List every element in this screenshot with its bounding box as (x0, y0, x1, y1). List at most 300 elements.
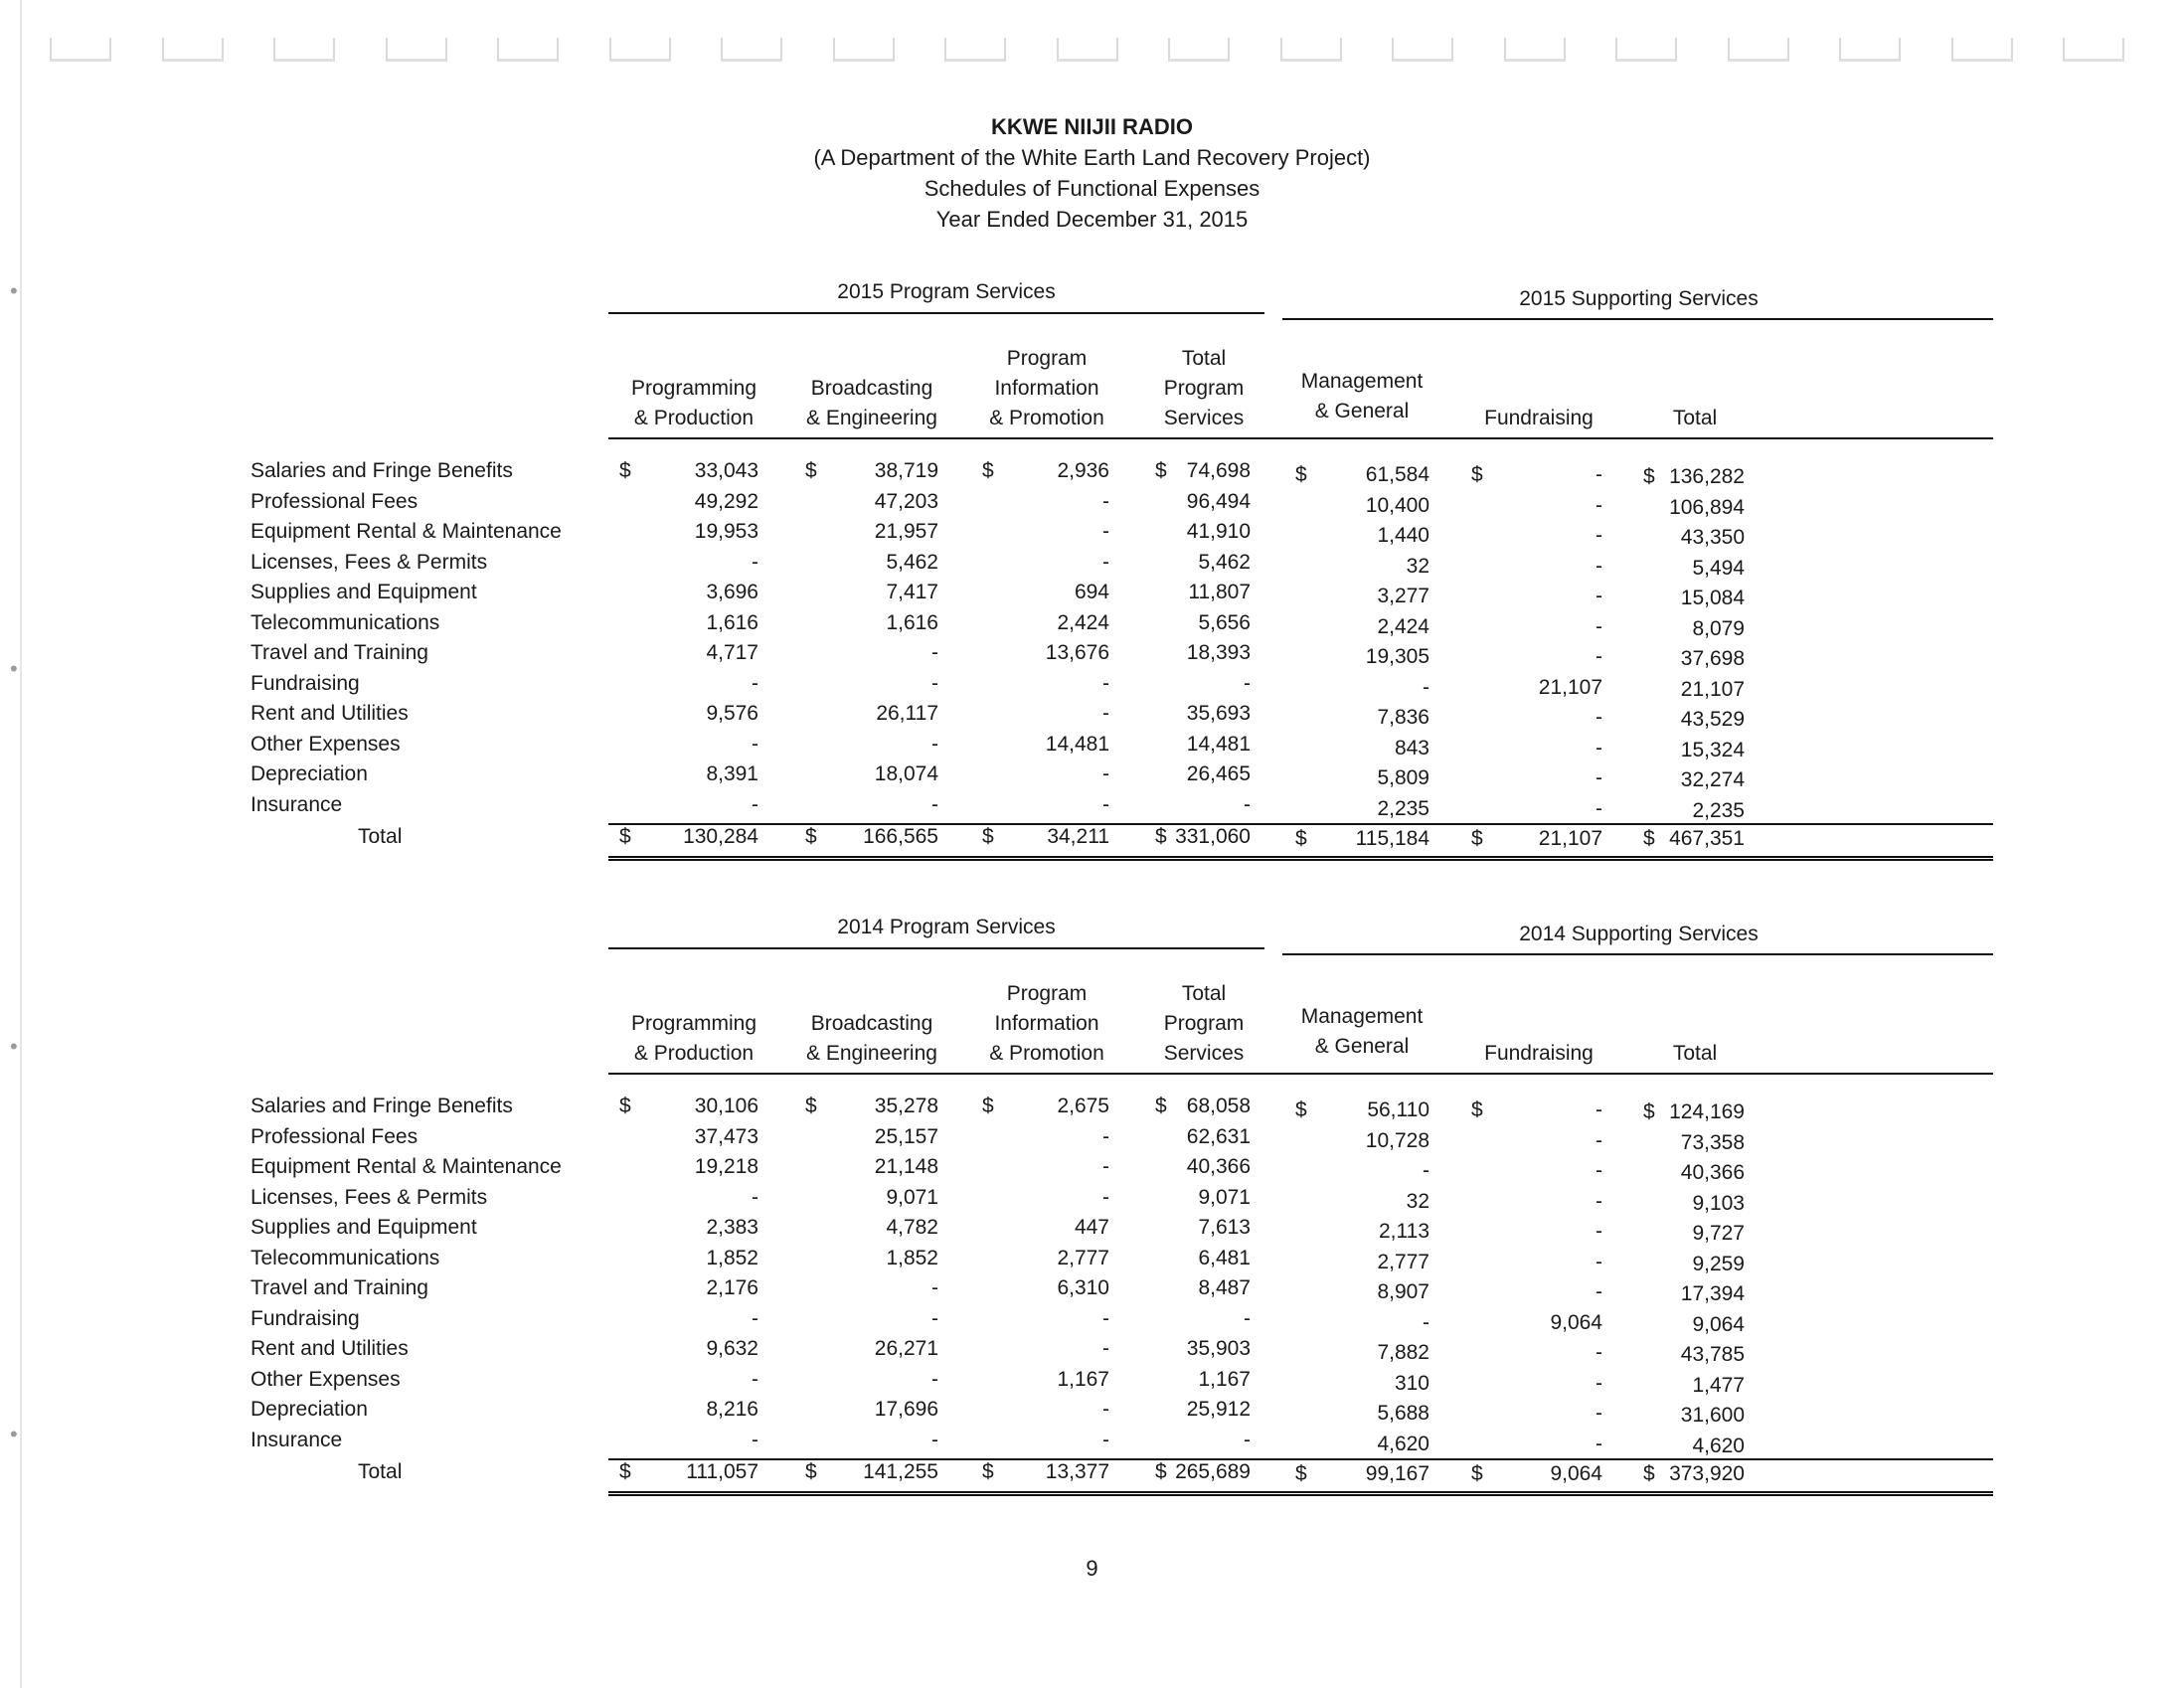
row-label: Equipment Rental & Maintenance (251, 520, 562, 543)
row-value: 11,807 (1188, 581, 1251, 603)
column-header-line: Services (1163, 407, 1245, 429)
column-header-line: Programming (630, 1012, 757, 1035)
currency-symbol: $ (805, 1095, 817, 1117)
column-header-line: & Engineering (806, 1042, 937, 1065)
currency-symbol: $ (1471, 1098, 1483, 1121)
table-row (239, 1155, 1769, 1185)
row-value: 49,292 (694, 489, 758, 513)
binder-mark (1504, 38, 1566, 62)
row-value: 9,071 (886, 1185, 938, 1209)
row-label: Other Expenses (251, 1367, 401, 1391)
row-value: - (1596, 1341, 1602, 1364)
total-value: 265,689 (1175, 1460, 1251, 1483)
column-header-rule (608, 437, 1993, 439)
column-header-line (599, 979, 788, 1009)
row-value: - (1596, 463, 1602, 486)
column-header-line (1600, 1009, 1789, 1039)
row-value: - (1596, 614, 1602, 638)
row-value: - (1596, 1371, 1602, 1395)
total-value: 373,920 (1669, 1462, 1745, 1485)
row-value: 26,465 (1186, 762, 1251, 785)
column-header-line: Management (1300, 1005, 1424, 1028)
column-header-line (1267, 337, 1456, 367)
column-header-line: Information (994, 1012, 1099, 1035)
page-number: 9 (1086, 1556, 1098, 1581)
binder-mark (386, 38, 447, 62)
row-value: - (1102, 1124, 1109, 1148)
row-value: 8,216 (706, 1398, 758, 1421)
punch-hole-mark: • (10, 1034, 18, 1059)
row-value: 3,696 (706, 581, 758, 603)
row-value: 9,576 (706, 702, 758, 725)
row-value: - (752, 1306, 758, 1330)
column-header-line (599, 344, 788, 374)
row-value: 124,169 (1669, 1100, 1745, 1123)
row-value: - (931, 732, 938, 756)
row-value: - (1102, 762, 1109, 785)
table-row (239, 1337, 1769, 1367)
currency-symbol: $ (1155, 1460, 1167, 1483)
currency-symbol: $ (1643, 827, 1655, 850)
row-value: 19,218 (694, 1155, 758, 1178)
row-value: 7,613 (1198, 1216, 1251, 1239)
row-value: 10,400 (1365, 493, 1429, 517)
column-header-line: & General (1314, 1035, 1410, 1058)
row-value: 7,882 (1377, 1341, 1429, 1364)
column-header-line (1600, 374, 1789, 404)
row-value: 6,310 (1057, 1276, 1109, 1299)
binder-mark (1392, 38, 1453, 62)
row-value: - (1102, 1155, 1109, 1178)
total-label: Total (358, 825, 403, 848)
row-value: 1,616 (706, 610, 758, 634)
row-value: - (1596, 493, 1602, 517)
row-value: 35,693 (1186, 702, 1251, 725)
column-header-line: Fundraising (1484, 1042, 1594, 1065)
row-value: 37,698 (1680, 647, 1745, 670)
column-header (1267, 972, 1456, 1062)
column-header-line: Total (1181, 982, 1227, 1005)
row-value: 32 (1406, 554, 1429, 578)
currency-symbol: $ (1471, 1462, 1483, 1485)
row-value: - (1244, 1428, 1251, 1451)
row-value: - (752, 1185, 758, 1209)
row-value: 21,107 (1538, 675, 1602, 699)
table-row (239, 1429, 1769, 1458)
row-value: 19,305 (1365, 645, 1429, 668)
total-value: 331,060 (1175, 825, 1251, 848)
row-value: 5,688 (1377, 1402, 1429, 1425)
row-value: 74,698 (1186, 459, 1251, 482)
row-label: Other Expenses (251, 732, 401, 756)
row-value: 2,424 (1057, 610, 1109, 634)
currency-symbol: $ (1643, 1462, 1655, 1485)
column-header-line: & Promotion (989, 407, 1104, 429)
column-header-line: Program (1163, 1012, 1245, 1035)
table-row (239, 1125, 1769, 1155)
row-value: 35,278 (874, 1095, 938, 1117)
row-value: 21,148 (874, 1155, 938, 1178)
row-value: 40,366 (1680, 1161, 1745, 1184)
currency-symbol: $ (982, 1095, 994, 1117)
binder-mark (1057, 38, 1118, 62)
row-label: Professional Fees (251, 1124, 419, 1148)
total-double-rule (608, 1491, 1993, 1496)
currency-symbol: $ (1295, 827, 1307, 850)
row-value: - (1596, 706, 1602, 729)
binder-mark (1951, 38, 2013, 62)
row-value: 447 (1074, 1216, 1109, 1239)
total-value: 467,351 (1669, 827, 1745, 850)
row-label: Supplies and Equipment (251, 581, 477, 603)
program-services-group-label: 2015 Program Services (837, 280, 1056, 303)
row-value: 9,259 (1692, 1252, 1745, 1275)
binder-mark (2063, 38, 2124, 62)
row-value: 106,894 (1669, 495, 1745, 519)
row-value: - (1596, 766, 1602, 789)
column-header-rule (608, 1073, 1993, 1075)
row-value: 6,481 (1198, 1246, 1251, 1269)
program-services-group-rule (608, 312, 1264, 314)
row-value: 310 (1394, 1371, 1429, 1395)
currency-symbol: $ (1155, 459, 1167, 482)
row-value: - (1596, 1402, 1602, 1425)
total-row (239, 825, 1769, 855)
currency-symbol: $ (1471, 827, 1483, 850)
currency-symbol: $ (982, 825, 994, 848)
row-value: 1,167 (1198, 1367, 1251, 1391)
column-header-line: Information (994, 377, 1099, 400)
currency-symbol: $ (1295, 1462, 1307, 1485)
row-label: Rent and Utilities (251, 702, 409, 725)
row-label: Travel and Training (251, 1276, 428, 1299)
row-value: 9,071 (1198, 1185, 1251, 1209)
document-header (0, 111, 2184, 235)
org-name: KKWE NIIJII RADIO (991, 114, 1193, 139)
column-header (599, 979, 788, 1069)
column-header-line: & Engineering (806, 407, 937, 429)
program-services-group-rule (608, 947, 1264, 949)
table-row (239, 611, 1769, 641)
currency-symbol: $ (619, 825, 631, 848)
row-value: - (1423, 1159, 1429, 1182)
punch-hole-mark: • (10, 1422, 18, 1446)
column-header-line (777, 344, 966, 374)
currency-symbol: $ (619, 459, 631, 482)
supporting-services-group-rule (1282, 318, 1993, 320)
binder-mark (162, 38, 224, 62)
table-row (239, 581, 1769, 610)
row-label: Telecommunications (251, 1246, 440, 1269)
total-label: Total (358, 1460, 403, 1483)
row-value: 25,157 (874, 1124, 938, 1148)
binder-mark (50, 38, 111, 62)
currency-symbol: $ (1643, 1100, 1655, 1123)
row-value: - (1102, 550, 1109, 574)
row-value: 43,785 (1680, 1343, 1745, 1366)
row-value: - (1102, 1428, 1109, 1451)
column-header-line: & Production (633, 1042, 755, 1065)
column-header-line: Program (1006, 982, 1088, 1005)
column-header (1267, 337, 1456, 426)
row-value: 7,836 (1377, 706, 1429, 729)
table-row (239, 1307, 1769, 1337)
table-row (239, 459, 1769, 489)
row-value: 13,676 (1045, 641, 1109, 664)
row-value: - (1102, 1398, 1109, 1421)
row-value: 2,777 (1057, 1246, 1109, 1269)
column-header-line: Program (1163, 377, 1245, 400)
total-value: 115,184 (1355, 827, 1429, 850)
row-value: 1,477 (1692, 1373, 1745, 1397)
row-value: 1,167 (1057, 1367, 1109, 1391)
column-header-line: Fundraising (1484, 407, 1594, 429)
column-header (1600, 979, 1789, 1069)
row-value: - (1596, 736, 1602, 760)
total-value: 141,255 (863, 1460, 938, 1483)
row-value: - (1596, 1159, 1602, 1182)
binder-mark (833, 38, 895, 62)
row-value: 8,391 (706, 762, 758, 785)
column-header-line: Total (1672, 1042, 1718, 1065)
row-value: 3,277 (1377, 585, 1429, 607)
currency-symbol: $ (619, 1095, 631, 1117)
row-value: - (931, 1428, 938, 1451)
row-label: Travel and Training (251, 641, 428, 664)
column-header-line: & Promotion (989, 1042, 1104, 1065)
table-row (239, 762, 1769, 792)
row-label: Fundraising (251, 671, 360, 695)
row-value: - (1596, 524, 1602, 547)
row-value: 40,366 (1186, 1155, 1251, 1178)
row-value: 18,393 (1186, 641, 1251, 664)
table-row (239, 490, 1769, 520)
row-value: 136,282 (1669, 465, 1745, 488)
row-value: 30,106 (694, 1095, 758, 1117)
row-value: - (752, 550, 758, 574)
row-value: 21,957 (874, 520, 938, 543)
supporting-services-group-label: 2014 Supporting Services (1519, 923, 1759, 945)
row-value: - (1596, 1280, 1602, 1303)
currency-symbol: $ (1155, 1095, 1167, 1117)
column-header-line: Services (1163, 1042, 1245, 1065)
row-value: - (1102, 702, 1109, 725)
row-value: - (1102, 1337, 1109, 1360)
binder-mark (273, 38, 335, 62)
row-value: 9,632 (706, 1337, 758, 1360)
row-value: 5,656 (1198, 610, 1251, 634)
total-value: 166,565 (863, 825, 938, 848)
period-line: Year Ended December 31, 2015 (935, 207, 1249, 232)
currency-symbol: $ (805, 1460, 817, 1483)
column-header-line (1267, 972, 1456, 1002)
row-value: 5,462 (1198, 550, 1251, 574)
total-value: 21,107 (1538, 827, 1602, 850)
column-header-line: Management (1300, 370, 1424, 393)
row-value: 26,117 (876, 702, 938, 725)
supporting-services-group-label: 2015 Supporting Services (1519, 287, 1759, 310)
row-value: 5,462 (886, 550, 938, 574)
row-value: 9,103 (1692, 1191, 1745, 1215)
row-label: Telecommunications (251, 610, 440, 634)
row-value: 15,084 (1680, 587, 1745, 609)
table-row (239, 641, 1769, 671)
binder-mark (1168, 38, 1230, 62)
row-value: 96,494 (1186, 489, 1251, 513)
row-value: 68,058 (1186, 1095, 1251, 1117)
row-value: 41,910 (1186, 520, 1251, 543)
row-value: 8,487 (1198, 1276, 1251, 1299)
total-row (239, 1460, 1769, 1490)
row-label: Insurance (251, 792, 343, 816)
punch-hole-mark: • (10, 656, 18, 681)
row-value: - (931, 1367, 938, 1391)
total-double-rule (608, 856, 1993, 861)
currency-symbol: $ (1155, 825, 1167, 848)
table-row (239, 520, 1769, 550)
row-value: 7,417 (886, 581, 938, 603)
column-header (1600, 344, 1789, 433)
row-value: 25,912 (1186, 1398, 1251, 1421)
row-value: 5,494 (1692, 556, 1745, 580)
row-value: 2,424 (1377, 614, 1429, 638)
row-value: 2,113 (1379, 1220, 1429, 1243)
column-header-line: Programming (630, 377, 757, 400)
currency-symbol: $ (1643, 465, 1655, 488)
row-value: - (1102, 520, 1109, 543)
row-value: 26,271 (874, 1337, 938, 1360)
row-value: 9,064 (1550, 1310, 1602, 1334)
department-line: (A Department of the White Earth Land Recovery Project) (813, 145, 1371, 170)
currency-symbol: $ (1295, 463, 1307, 486)
currency-symbol: $ (619, 1460, 631, 1483)
column-header-line: Program (1006, 347, 1088, 370)
row-value: 43,529 (1680, 708, 1745, 731)
table-row (239, 1398, 1769, 1428)
program-services-group-label: 2014 Program Services (837, 916, 1056, 938)
row-value: - (1596, 585, 1602, 607)
column-header (777, 344, 966, 433)
row-value: - (1102, 792, 1109, 816)
row-value: 1,440 (1377, 524, 1429, 547)
table-row (239, 733, 1769, 762)
total-value: 130,284 (683, 825, 758, 848)
row-value: 10,728 (1365, 1128, 1429, 1152)
column-header-line: Broadcasting (810, 377, 933, 400)
row-value: 56,110 (1367, 1098, 1429, 1121)
column-header-line (1600, 979, 1789, 1009)
row-value: 18,074 (874, 762, 938, 785)
binder-mark (1839, 38, 1901, 62)
row-label: Salaries and Fringe Benefits (251, 1095, 513, 1117)
row-value: - (1596, 1220, 1602, 1243)
row-value: 62,631 (1186, 1124, 1251, 1148)
binder-mark (1615, 38, 1677, 62)
row-value: - (1423, 675, 1429, 699)
row-value: 5,809 (1377, 766, 1429, 789)
row-value: 14,481 (1186, 732, 1251, 756)
row-value: 2,777 (1377, 1250, 1429, 1273)
row-value: 9,727 (1692, 1222, 1745, 1245)
currency-symbol: $ (1471, 463, 1483, 486)
row-value: - (1423, 1310, 1429, 1334)
table-row (239, 1368, 1769, 1398)
row-value: 2,936 (1057, 459, 1109, 482)
row-value: - (1596, 645, 1602, 668)
row-value: - (1102, 1306, 1109, 1330)
column-header-line (1600, 344, 1789, 374)
row-value: - (931, 671, 938, 695)
row-value: 32,274 (1680, 768, 1745, 791)
row-label: Supplies and Equipment (251, 1216, 477, 1239)
table-row (239, 551, 1769, 581)
row-value: - (752, 732, 758, 756)
row-value: - (1596, 1250, 1602, 1273)
binder-mark (1280, 38, 1342, 62)
row-value: - (752, 1428, 758, 1451)
table-row (239, 1216, 1769, 1246)
row-value: 4,620 (1692, 1434, 1745, 1457)
row-value: 4,620 (1377, 1432, 1429, 1455)
row-label: Insurance (251, 1428, 343, 1451)
row-label: Licenses, Fees & Permits (251, 1185, 488, 1209)
row-value: - (931, 1306, 938, 1330)
table-row (239, 1276, 1769, 1306)
row-value: - (752, 792, 758, 816)
table-row (239, 1247, 1769, 1276)
row-value: 15,324 (1680, 738, 1745, 761)
row-value: - (1596, 1432, 1602, 1455)
binder-mark (721, 38, 782, 62)
table-row (239, 1095, 1769, 1124)
binder-marks (50, 30, 2127, 70)
row-value: - (931, 792, 938, 816)
row-value: 843 (1394, 736, 1429, 760)
binder-mark (497, 38, 559, 62)
row-value: 61,584 (1365, 463, 1429, 486)
row-value: 73,358 (1680, 1130, 1745, 1154)
currency-symbol: $ (805, 825, 817, 848)
row-value: - (752, 671, 758, 695)
row-label: Rent and Utilities (251, 1337, 409, 1360)
row-value: 9,064 (1692, 1312, 1745, 1336)
row-value: 35,903 (1186, 1337, 1251, 1360)
row-value: - (1102, 489, 1109, 513)
row-value: 694 (1074, 581, 1109, 603)
row-value: - (1596, 796, 1602, 820)
row-value: 1,616 (886, 610, 938, 634)
row-value: - (931, 1276, 938, 1299)
currency-symbol: $ (805, 459, 817, 482)
row-value: 37,473 (694, 1124, 758, 1148)
currency-symbol: $ (982, 1460, 994, 1483)
row-value: - (1596, 1189, 1602, 1213)
row-label: Depreciation (251, 1398, 368, 1421)
row-value: 4,717 (706, 641, 758, 664)
row-value: 1,852 (706, 1246, 758, 1269)
row-value: 33,043 (694, 459, 758, 482)
row-value: - (1596, 554, 1602, 578)
table-row (239, 1186, 1769, 1216)
total-value: 9,064 (1550, 1462, 1602, 1485)
row-value: 4,782 (886, 1216, 938, 1239)
total-value: 111,057 (686, 1460, 758, 1483)
table-row (239, 793, 1769, 823)
binder-mark (609, 38, 671, 62)
column-header-line: Broadcasting (810, 1012, 933, 1035)
row-value: 31,600 (1680, 1404, 1745, 1427)
binder-mark (944, 38, 1006, 62)
